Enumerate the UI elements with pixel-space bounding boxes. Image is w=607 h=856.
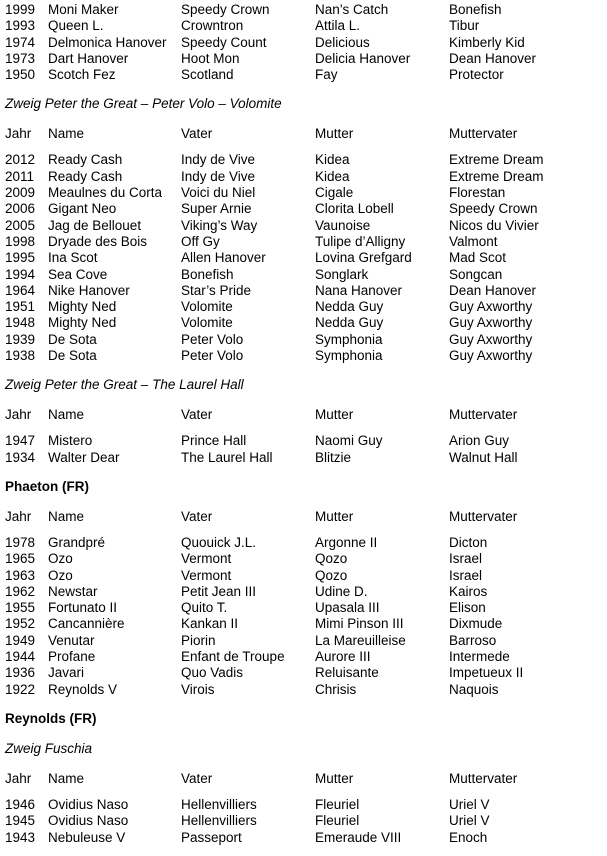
table-cell-1: Mighty Ned (48, 299, 117, 315)
column-header-3: Mutter (315, 126, 354, 142)
table-cell-1: Ina Scot (48, 250, 98, 266)
table-cell-2: Volomite (181, 299, 233, 315)
table-row (5, 450, 603, 466)
table-cell-1: Ready Cash (48, 152, 123, 168)
table-row (5, 315, 603, 331)
table-cell-0: 2012 (5, 152, 36, 168)
table-cell-2: Quo Vadis (181, 665, 244, 681)
section-spacer (5, 758, 603, 770)
section-spacer (5, 496, 603, 508)
table-cell-4: Israel (449, 551, 483, 567)
table-row (5, 201, 603, 217)
table-cell-2: Star’s Pride (181, 282, 252, 298)
table-cell-1: Grandpré (48, 534, 106, 550)
table-cell-2: Allen Hanover (181, 250, 266, 266)
table-cell-2: Hoot Mon (181, 50, 240, 66)
table-cell-3: Udine D. (315, 583, 368, 599)
column-header-2: Vater (181, 508, 213, 524)
column-header-0: Jahr (5, 508, 32, 524)
table-row (5, 649, 603, 665)
table-cell-3: Attila L. (315, 18, 361, 34)
table-cell-1: Venutar (48, 632, 95, 648)
table-cell-1: Sea Cove (48, 266, 108, 282)
table-cell-0: 1950 (5, 67, 36, 83)
table-row (5, 218, 603, 234)
table-row (5, 185, 603, 201)
table-cell-4: Songcan (449, 266, 503, 282)
table-cell-3: Nan’s Catch (315, 2, 389, 17)
table-cell-3: Vaunoise (315, 217, 371, 233)
branch-subheading: Zweig Peter the Great – The Laurel Hall (5, 377, 244, 393)
section-heading: Phaeton (FR) (5, 478, 89, 494)
table-cell-2: Virois (181, 681, 215, 697)
section-spacer (5, 83, 603, 95)
column-header-1: Name (48, 508, 85, 524)
table-cell-1: Ready Cash (48, 168, 123, 184)
table-row (5, 234, 603, 250)
table-cell-4: Extreme Dream (449, 152, 544, 168)
document-page (5, 2, 603, 846)
table-row (5, 18, 603, 34)
table-cell-4: Impetueux II (449, 665, 524, 681)
table-cell-0: 2005 (5, 217, 36, 233)
table-cell-0: 1938 (5, 348, 36, 364)
table-cell-4: Walnut Hall (449, 449, 518, 465)
section-spacer (5, 113, 603, 125)
table-cell-1: Meaulnes du Corta (48, 185, 163, 201)
column-header-3: Mutter (315, 407, 354, 423)
table-cell-0: 1962 (5, 583, 36, 599)
table-cell-4: Enoch (449, 829, 488, 845)
table-cell-3: Cigale (315, 185, 354, 201)
table-cell-4: Dixmude (449, 616, 503, 632)
table-cell-0: 1974 (5, 34, 36, 50)
column-header-2: Vater (181, 407, 213, 423)
table-cell-4: Guy Axworthy (449, 331, 533, 347)
table-cell-4: Guy Axworthy (449, 299, 533, 315)
table-cell-4: Bonefish (449, 2, 502, 17)
header-spacer (5, 787, 603, 797)
table-cell-2: Speedy Crown (181, 2, 270, 17)
table-cell-1: Ovidius Naso (48, 813, 129, 829)
table-section (5, 364, 603, 466)
table-cell-2: Bonefish (181, 266, 234, 282)
table-section (5, 698, 603, 846)
table-cell-3: Blitzie (315, 449, 352, 465)
column-header-1: Name (48, 126, 85, 142)
table-cell-4: Dean Hanover (449, 282, 537, 298)
table-row (5, 813, 603, 829)
branch-subheading: Zweig Fuschia (5, 740, 93, 756)
table-cell-1: Ozo (48, 567, 73, 583)
table-cell-0: 1934 (5, 449, 36, 465)
section-heading: Reynolds (FR) (5, 710, 97, 726)
column-header-row (5, 406, 603, 423)
table-cell-1: Scotch Fez (48, 67, 116, 83)
table-cell-0: 1955 (5, 600, 36, 616)
table-cell-1: Dart Hanover (48, 50, 129, 66)
column-header-4: Muttervater (449, 407, 518, 423)
table-cell-3: Kidea (315, 168, 350, 184)
table-cell-2: Hellenvilliers (181, 796, 257, 812)
table-row (5, 665, 603, 681)
table-row (5, 616, 603, 632)
table-cell-2: Indy de Vive (181, 152, 256, 168)
table-cell-4: Dicton (449, 534, 488, 550)
table-cell-3: Clorita Lobell (315, 201, 394, 217)
section-spacer (5, 364, 603, 376)
table-section (5, 83, 603, 364)
table-cell-2: Peter Volo (181, 331, 244, 347)
table-cell-4: Israel (449, 567, 483, 583)
column-header-4: Muttervater (449, 508, 518, 524)
table-cell-4: Extreme Dream (449, 168, 544, 184)
table-cell-0: 2006 (5, 201, 36, 217)
table-cell-4: Arion Guy (449, 433, 510, 449)
table-row (5, 51, 603, 67)
table-cell-2: Speedy Count (181, 34, 267, 50)
table-cell-0: 1998 (5, 233, 36, 249)
table-cell-2: Scotland (181, 67, 234, 83)
table-cell-3: Aurore III (315, 649, 371, 665)
column-header-4: Muttervater (449, 126, 518, 142)
table-cell-4: Dean Hanover (449, 50, 537, 66)
table-cell-1: Ovidius Naso (48, 796, 129, 812)
table-cell-2: Kankan II (181, 616, 239, 632)
table-cell-3: Mimi Pinson III (315, 616, 404, 632)
table-cell-4: Speedy Crown (449, 201, 538, 217)
table-cell-1: Moni Maker (48, 2, 119, 17)
table-cell-4: Barroso (449, 632, 497, 648)
column-header-3: Mutter (315, 508, 354, 524)
table-cell-0: 1994 (5, 266, 36, 282)
table-cell-0: 1951 (5, 299, 36, 315)
table-cell-2: Quouick J.L. (181, 534, 257, 550)
table-cell-0: 2009 (5, 185, 36, 201)
table-row (5, 332, 603, 348)
table-cell-3: Qozo (315, 567, 348, 583)
table-row (5, 152, 603, 168)
header-spacer (5, 525, 603, 535)
table-cell-2: Prince Hall (181, 433, 247, 449)
section-spacer (5, 698, 603, 710)
table-cell-2: Hellenvilliers (181, 813, 257, 829)
table-cell-2: Peter Volo (181, 348, 244, 364)
table-row (5, 35, 603, 51)
table-cell-3: La Mareuilleise (315, 632, 406, 648)
table-cell-2: The Laurel Hall (181, 449, 273, 465)
header-spacer (5, 142, 603, 152)
table-cell-4: Nicos du Vivier (449, 217, 539, 233)
table-cell-2: Voici du Niel (181, 185, 256, 201)
table-cell-2: Vermont (181, 567, 232, 583)
table-row (5, 299, 603, 315)
table-cell-0: 1964 (5, 282, 36, 298)
table-cell-1: Dryade des Bois (48, 233, 148, 249)
table-cell-2: Quito T. (181, 600, 228, 616)
column-header-0: Jahr (5, 126, 32, 142)
table-row (5, 830, 603, 846)
table-cell-0: 1946 (5, 796, 36, 812)
table-cell-1: Nebuleuse V (48, 829, 126, 845)
table-cell-3: Upasala III (315, 600, 380, 616)
table-cell-2: Viking’s Way (181, 217, 258, 233)
table-cell-2: Petit Jean III (181, 583, 257, 599)
table-cell-0: 1999 (5, 2, 36, 17)
table-cell-2: Off Gy (181, 233, 220, 249)
column-header-row (5, 125, 603, 142)
table-row (5, 348, 603, 364)
table-cell-0: 1944 (5, 649, 36, 665)
section-spacer (5, 466, 603, 478)
table-cell-4: Florestan (449, 185, 506, 201)
table-cell-4: Tibur (449, 18, 480, 34)
table-cell-2: Volomite (181, 315, 233, 331)
column-header-0: Jahr (5, 407, 32, 423)
table-cell-4: Elison (449, 600, 486, 616)
table-cell-3: Nedda Guy (315, 299, 384, 315)
column-header-0: Jahr (5, 770, 32, 786)
table-cell-0: 1943 (5, 829, 36, 845)
table-cell-4: Kairos (449, 583, 488, 599)
table-cell-0: 1965 (5, 551, 36, 567)
table-cell-1: Walter Dear (48, 449, 120, 465)
table-cell-1: Mighty Ned (48, 315, 117, 331)
table-section (5, 466, 603, 698)
table-cell-1: Javari (48, 665, 85, 681)
table-cell-3: Songlark (315, 266, 369, 282)
table-cell-3: Kidea (315, 152, 350, 168)
table-row (5, 267, 603, 283)
table-cell-3: Emeraude VIII (315, 829, 402, 845)
table-cell-1: Delmonica Hanover (48, 34, 167, 50)
table-cell-0: 1947 (5, 433, 36, 449)
table-cell-4: Naquois (449, 681, 499, 697)
table-cell-2: Indy de Vive (181, 168, 256, 184)
table-cell-1: Mistero (48, 433, 93, 449)
table-cell-1: Newstar (48, 583, 98, 599)
table-cell-4: Valmont (449, 233, 498, 249)
table-cell-0: 1995 (5, 250, 36, 266)
section-spacer (5, 728, 603, 740)
table-cell-0: 1949 (5, 632, 36, 648)
table-row (5, 2, 603, 18)
table-cell-4: Guy Axworthy (449, 348, 533, 364)
table-cell-3: Fleuriel (315, 813, 360, 829)
table-cell-2: Super Arnie (181, 201, 252, 217)
table-cell-0: 1945 (5, 813, 36, 829)
column-header-row (5, 770, 603, 787)
table-cell-0: 1952 (5, 616, 36, 632)
table-cell-1: Cancannière (48, 616, 125, 632)
table-cell-2: Crowntron (181, 18, 244, 34)
table-row (5, 169, 603, 185)
table-cell-4: Intermede (449, 649, 510, 665)
table-cell-1: Profane (48, 649, 96, 665)
table-cell-3: Argonne II (315, 534, 378, 550)
column-header-2: Vater (181, 770, 213, 786)
table-section (5, 2, 603, 83)
table-cell-3: Reluisante (315, 665, 379, 681)
table-row (5, 67, 603, 83)
table-cell-3: Delicia Hanover (315, 50, 411, 66)
table-cell-2: Passeport (181, 829, 242, 845)
table-cell-0: 1936 (5, 665, 36, 681)
column-header-2: Vater (181, 126, 213, 142)
table-cell-1: De Sota (48, 348, 97, 364)
table-cell-0: 1978 (5, 534, 36, 550)
column-header-4: Muttervater (449, 770, 518, 786)
header-spacer (5, 423, 603, 433)
table-cell-2: Vermont (181, 551, 232, 567)
table-cell-3: Symphonia (315, 348, 383, 364)
table-row (5, 568, 603, 584)
column-header-row (5, 508, 603, 525)
table-row (5, 535, 603, 551)
table-cell-3: Fleuriel (315, 796, 360, 812)
table-row (5, 584, 603, 600)
table-cell-1: De Sota (48, 331, 97, 347)
table-cell-1: Fortunato II (48, 600, 118, 616)
table-cell-4: Uriel V (449, 796, 490, 812)
table-row (5, 433, 603, 449)
table-cell-1: Jag de Bellouet (48, 217, 142, 233)
table-cell-0: 1948 (5, 315, 36, 331)
table-cell-2: Enfant de Troupe (181, 649, 285, 665)
table-cell-1: Queen L. (48, 18, 104, 34)
table-cell-2: Piorin (181, 632, 216, 648)
table-cell-3: Chrisis (315, 681, 357, 697)
table-row (5, 283, 603, 299)
table-cell-0: 1993 (5, 18, 36, 34)
table-cell-3: Delicious (315, 34, 370, 50)
table-cell-3: Symphonia (315, 331, 383, 347)
table-cell-4: Guy Axworthy (449, 315, 533, 331)
table-cell-0: 1939 (5, 331, 36, 347)
column-header-3: Mutter (315, 770, 354, 786)
table-cell-1: Gigant Neo (48, 201, 117, 217)
section-spacer (5, 394, 603, 406)
table-cell-4: Uriel V (449, 813, 490, 829)
table-cell-3: Fay (315, 67, 338, 83)
table-row (5, 551, 603, 567)
table-cell-0: 1922 (5, 681, 36, 697)
column-header-1: Name (48, 407, 85, 423)
table-cell-0: 1963 (5, 567, 36, 583)
table-row (5, 250, 603, 266)
table-cell-1: Nike Hanover (48, 282, 130, 298)
table-cell-1: Reynolds V (48, 681, 118, 697)
table-row (5, 633, 603, 649)
table-cell-3: Naomi Guy (315, 433, 383, 449)
table-cell-3: Nedda Guy (315, 315, 384, 331)
table-row (5, 797, 603, 813)
table-cell-0: 2011 (5, 168, 35, 184)
table-cell-3: Qozo (315, 551, 348, 567)
table-cell-3: Tulipe d’Alligny (315, 233, 406, 249)
table-cell-4: Protector (449, 67, 504, 83)
table-cell-3: Lovina Grefgard (315, 250, 412, 266)
branch-subheading: Zweig Peter the Great – Peter Volo – Volomite (5, 96, 282, 112)
column-header-1: Name (48, 770, 85, 786)
table-cell-0: 1973 (5, 50, 36, 66)
table-row (5, 682, 603, 698)
table-cell-1: Ozo (48, 551, 73, 567)
table-cell-3: Nana Hanover (315, 282, 403, 298)
table-row (5, 600, 603, 616)
table-cell-4: Kimberly Kid (449, 34, 525, 50)
table-cell-4: Mad Scot (449, 250, 507, 266)
